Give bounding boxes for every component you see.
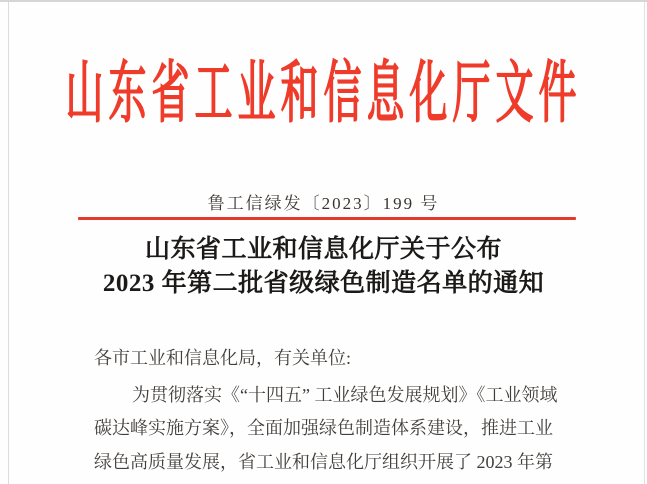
subject-title-line1: 山东省工业和信息化厅关于公布	[144, 236, 502, 263]
body-paragraph-line: 为贯彻落实《“十四五” 工业绿色发展规划》《工业领域	[132, 385, 558, 405]
body-paragraph-line: 碳达峰实施方案》，全面加强绿色制造体系建设，推进工业	[94, 418, 553, 438]
red-separator-line	[78, 217, 576, 220]
body-paragraph-line: 绿色高质量发展，省工业和信息化厅组织开展了 2023 年第	[94, 452, 553, 472]
letterhead-title: 山东省工业和信息化厅文件	[65, 56, 582, 132]
letterhead-banner	[0, 40, 647, 132]
document-number: 鲁工信绿发〔2023〕199 号	[207, 194, 440, 213]
subject-title	[0, 233, 647, 301]
salutation-line: 各市工业和信息化局，有关单位:	[94, 348, 351, 368]
page-edge-top	[0, 0, 647, 2]
subject-title-line2: 2023 年第二批省级绿色制造名单的通知	[102, 270, 545, 297]
